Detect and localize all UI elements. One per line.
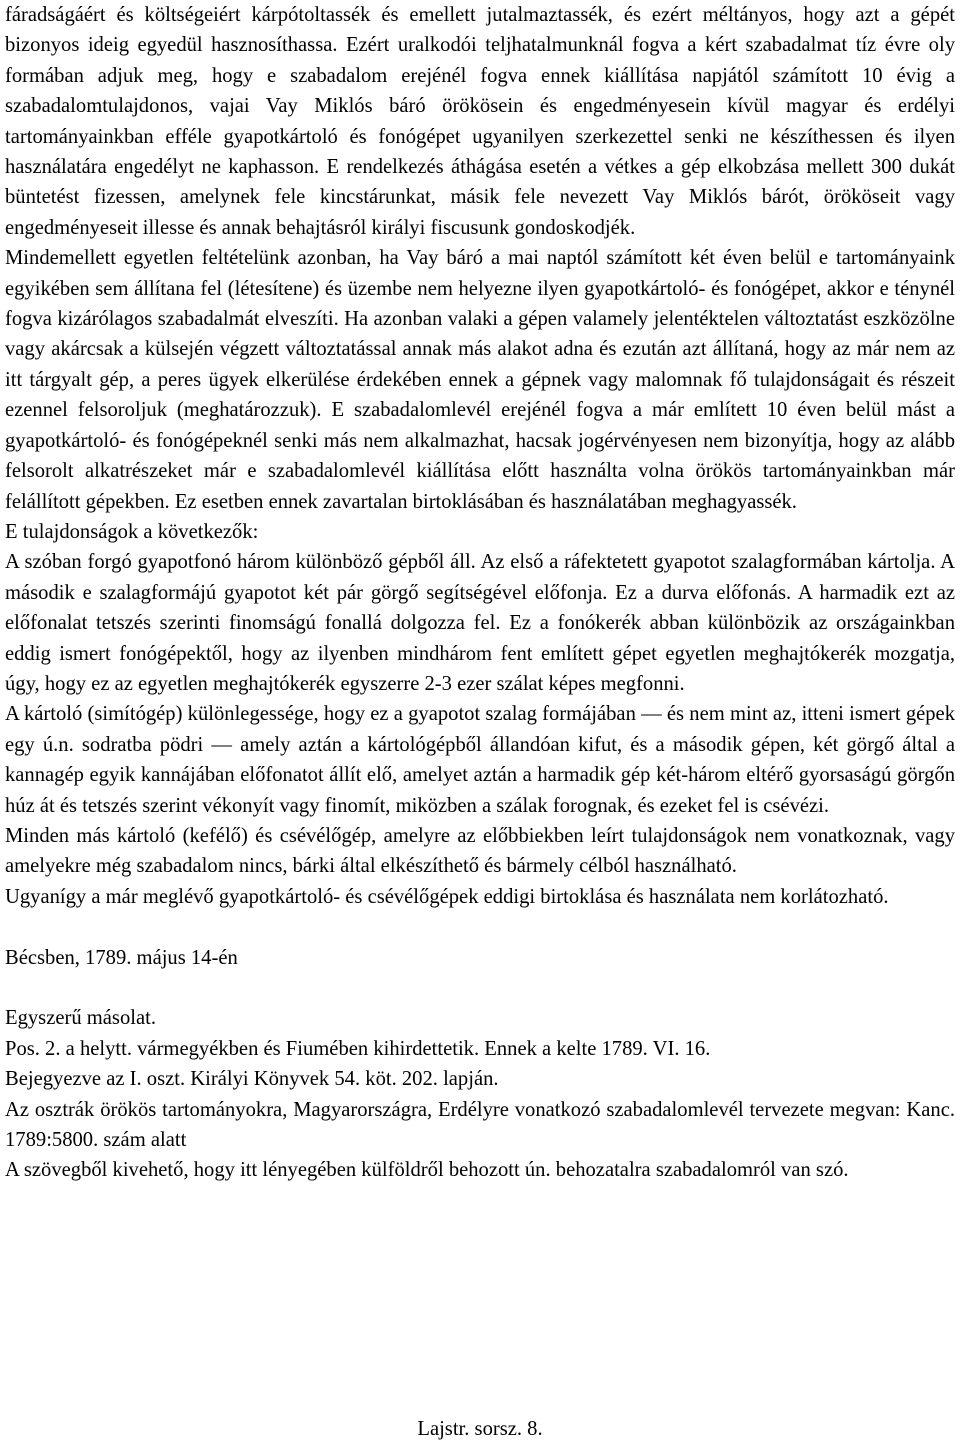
document-page: [5, 0, 955, 1448]
note-registration: Bejegyezve az I. oszt. Királyi Könyvek 54. köt. 202. lapján.: [5, 1068, 499, 1091]
note-publication: Pos. 2. a helytt. vármegyékben és Fiumében kihirdettetik. Ennek a kelte 1789. VI. 16.: [5, 1037, 711, 1060]
register-number: Lajstr. sorsz. 8.: [417, 1418, 543, 1440]
note-simple-copy: Egyszerű másolat.: [5, 1007, 156, 1030]
paragraph-spinner-description: A szóban forgó gyapotfonó három különböző gépből áll. Az első a ráfektetett gyapotot szalagformában kártolja. A második e szalagformájú gyapotot két pár görgő segítségével előfonja. Ez a durva előfonás. A harmadik ezt az előfonalat tetszés szerinti finomságú fonallá dolgozza fel. Ez a fonókerék abban különbözik az országainkban eddig ismert fonógépektől, hogy az ilyenben mindhárom fent említett gépet egyetlen meghajtókerék mozgatja, úgy, hogy ez az egyetlen meghajtókerék egyszerre 2-3 ezer szálat képes megfonni.: [5, 551, 955, 695]
paragraph-carding-description: A kártoló (simítógép) különlegessége, hogy ez a gyapotot szalag formájában — és nem mint az, itteni ismert gépek egy ú.n. sodratba pödri — amely aztán a kártológépből állandóan kifut, és a második gépen, két görgő által a kannagép egyik kannájában előfonatot állít elő, amelyet aztán a harmadik gép két-három eltérő gyorsaságú görgőn húz át és tetszés szerint vékonyít vagy finomít, miközben a szálak forognak, és ezeket fel is csévézi.: [5, 703, 955, 817]
paragraph-patent-grant: fáradságáért és költségeiért kárpótoltassék és emellett jutalmaztassék, és ezért méltányos, hogy azt a gépét bizonyos ideig egyedül hasznosíthassa. Ezért uralkodói teljhatalmunknál fogva a kért szabadalmat tíz évre oly formában adjuk meg, hogy e szabadalom erejénél fogva ennek kiállítása napjától számított 10 évig a szabadalomtulajdonos, vajai Vay Miklós báró örökösein és engedményesein kívül magyar és erdélyi tartományainkban efféle gyapotkártoló és fonógépet ugyanilyen szerkezettel senki ne készíthessen és ilyen használatára engedélyt ne kaphasson. E rendelkezés áthágása esetén a vétkes a gép elkobzása mellett 300 dukát büntetést fizessen, amelynek fele kincstárunkat, másik fele nevezett Vay Miklós bárót, örököseit vagy engedményeseit illesse és annak behajtásról királyi fiscusunk gondoskodjék.: [5, 4, 955, 239]
paragraph-properties-heading: E tulajdonságok a következők:: [5, 520, 259, 543]
paragraph-existing-machines: Ugyanígy a már meglévő gyapotkártoló- és csévélőgépek eddigi birtoklása és használata nem korlátozható.: [5, 885, 889, 908]
spacer: [5, 973, 955, 1003]
remark-import-patent: A szövegből kivehető, hogy itt lényegében külföldről behozott ún. behozatalra szabadalomról van szó.: [5, 1159, 849, 1182]
paragraph-other-machines: Minden más kártoló (kefélő) és csévélőgép, amelyre az előbbiekben leírt tulajdonságok nem vonatkoznak, vagy amelyekre még szabadalom nincs, bárki által elkészíthető és bármely célból használható.: [5, 824, 955, 878]
remark-draft: Az osztrák örökös tartományokra, Magyarországra, Erdélyre vonatkozó szabadalomlevél tervezete megvan: Kanc. 1789:5800. szám alatt: [5, 1098, 955, 1151]
paragraph-conditions: Mindemellett egyetlen feltételünk azonban, ha Vay báró a mai naptól számított két éven belül e tartományaink egyikében sem állítana fel (létesítene) és üzembe nem helyezne ilyen gyapotkártoló- és fonógépet, akkor e ténynél fogva kizárólagos szabadalmát elveszíti. Ha azonban valaki a gépen valamely jelentéktelen változtatást eszközölne vagy akárcsak a külsején végzett változtatással annak más alakot adna és ezután azt állítaná, hogy az már nem az itt tárgyalt gép, a peres ügyek elkerülése érdekében ennek a gépnek vagy malomnak fő tulajdonságait és részeit ezennel felsoroljuk (meghatározzuk). E szabadalomlevél erejénél fogva a már említett 10 éven belül mást a gyapotkártoló- és fonógépeknél senki más nem alkalmazhat, hacsak jogérvényesen nem bizonyítja, hogy az alább felsorolt alkatrészeket már e szabadalomlevél kiállítása előtt használta volna örökös tartományainkban már felállított gépekben. Ez esetben ennek zavartalan birtoklásában és használatában meghagyassék.: [5, 247, 955, 513]
place-date: Bécsben, 1789. május 14-én: [5, 946, 238, 969]
spacer: [5, 912, 955, 942]
